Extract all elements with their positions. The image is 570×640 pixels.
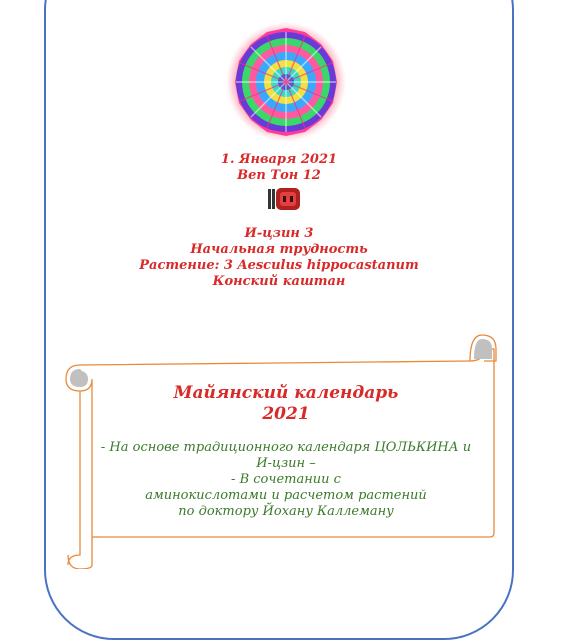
calendar-year: 2021 — [262, 404, 310, 424]
mandala-image — [226, 22, 346, 142]
description-line-1: - На основе традиционного календаря ЦОЛЬКИНА и — [100, 440, 472, 455]
description-line-2: И-цзин – — [256, 456, 316, 471]
description-line-5: по доктору Йохану Каллеману — [178, 504, 394, 519]
date-text: 1. Января 2021 — [220, 152, 338, 167]
plant-common-name: Конский каштан — [212, 274, 346, 289]
plant-latin-name: Растение: 3 Aesculus hippocastanum — [139, 258, 419, 273]
description-line-4: аминокислотами и расчетом растений — [145, 488, 427, 503]
iching-number: И-цзин 3 — [244, 226, 314, 241]
maya-day-glyph-icon — [268, 187, 304, 211]
tone-text: Веn Тон 12 — [237, 168, 321, 183]
iching-name: Начальная трудность — [190, 242, 368, 257]
calendar-title: Майянский календарь — [173, 383, 399, 403]
description-line-3: - В сочетании с — [231, 472, 341, 487]
